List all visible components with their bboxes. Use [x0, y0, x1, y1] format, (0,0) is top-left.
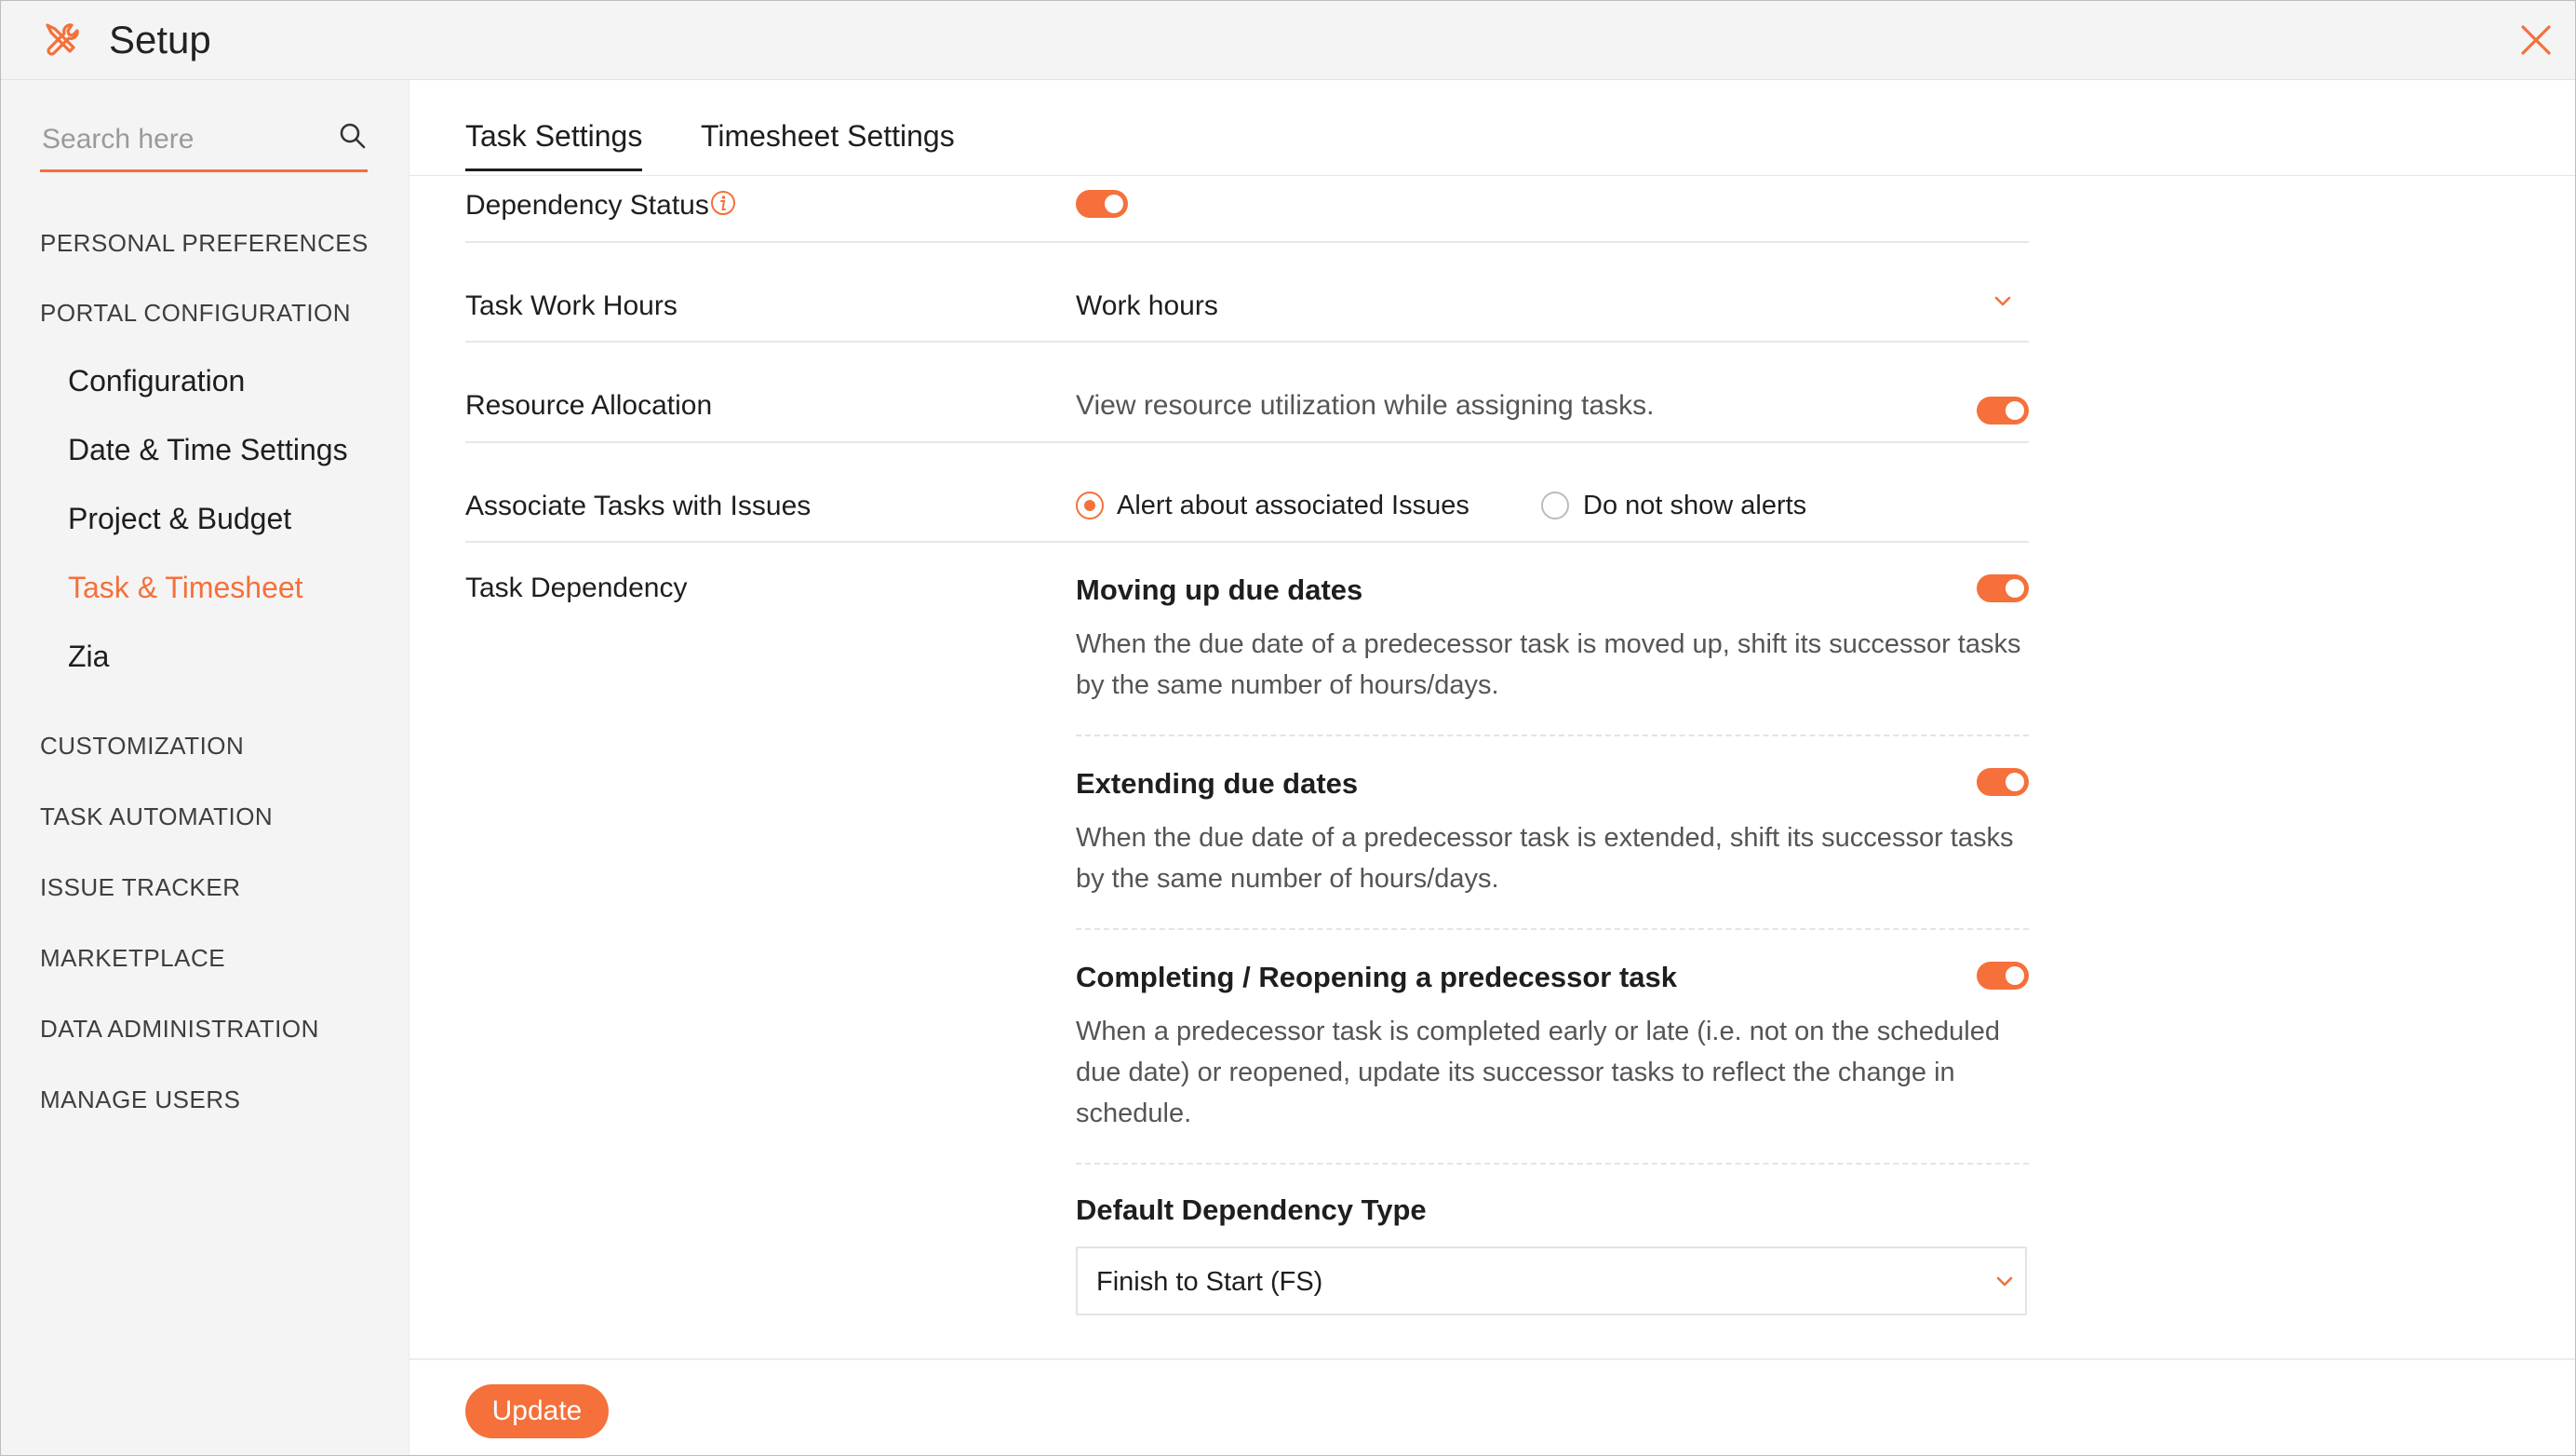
default-dependency-type-title: Default Dependency Type: [1076, 1193, 1427, 1226]
search-icon[interactable]: [338, 121, 368, 151]
divider: [465, 241, 2029, 243]
extending-due-dates-title: Extending due dates: [1076, 767, 1359, 800]
extending-due-dates-toggle[interactable]: [1977, 768, 2029, 796]
search-input[interactable]: [40, 114, 323, 166]
completing-reopening-description: When a predecessor task is completed early or late (i.e. not on the scheduled due date) or reopened, update its successor tasks to reflect the change in schedule.: [1076, 1017, 2000, 1128]
divider: [1076, 735, 2029, 736]
associate-tasks-label: Associate Tasks with Issues: [465, 491, 812, 521]
page-title: Setup: [109, 18, 211, 61]
main-content: [409, 80, 2575, 1455]
chevron-down-icon: [1993, 1271, 2016, 1293]
task-work-hours-select[interactable]: Work hours: [1076, 290, 1218, 321]
nav-portal-configuration[interactable]: PORTAL CONFIGURATION: [40, 299, 352, 327]
resource-allocation-toggle[interactable]: [1977, 397, 2029, 425]
completing-reopening-title: Completing / Reopening a predecessor task: [1076, 961, 1677, 993]
nav-issue-tracker[interactable]: ISSUE TRACKER: [40, 873, 241, 901]
nav-manage-users[interactable]: MANAGE USERS: [40, 1085, 241, 1113]
nav-item-configuration[interactable]: Configuration: [68, 364, 246, 398]
radio-alert-associated-issues-label[interactable]: Alert about associated Issues: [1117, 491, 1469, 520]
nav-data-administration[interactable]: DATA ADMINISTRATION: [40, 1015, 319, 1043]
close-icon[interactable]: [2517, 21, 2555, 59]
tab-task-settings[interactable]: Task Settings: [465, 119, 642, 171]
radio-do-not-show-alerts[interactable]: [1541, 492, 1569, 519]
task-work-hours-label: Task Work Hours: [465, 290, 678, 321]
divider: [465, 341, 2029, 343]
tab-bar: [409, 80, 2575, 176]
info-icon[interactable]: [709, 189, 737, 217]
completing-reopening-toggle[interactable]: [1977, 962, 2029, 990]
extending-due-dates-description: When the due date of a predecessor task is extended, shift its successor tasks by the same number of hours/days.: [1076, 823, 2014, 894]
divider: [1076, 928, 2029, 930]
moving-up-due-dates-title: Moving up due dates: [1076, 573, 1363, 606]
radio-do-not-show-alerts-label[interactable]: Do not show alerts: [1583, 491, 1807, 520]
search-box: [40, 114, 368, 172]
resource-allocation-description: View resource utilization while assigning tasks.: [1076, 390, 1655, 421]
radio-alert-associated-issues[interactable]: [1076, 492, 1104, 519]
sidebar: [1, 80, 409, 1455]
default-dependency-type-value: Finish to Start (FS): [1096, 1267, 1323, 1297]
divider: [465, 441, 2029, 443]
task-dependency-label: Task Dependency: [465, 573, 688, 603]
tab-timesheet-settings[interactable]: Timesheet Settings: [701, 119, 955, 153]
chevron-down-icon[interactable]: [1992, 290, 2014, 313]
dependency-status-toggle[interactable]: [1076, 190, 1128, 218]
moving-up-due-dates-description: When the due date of a predecessor task is moved up, shift its successor tasks by the same number of hours/days.: [1076, 629, 2021, 700]
default-dependency-type-select[interactable]: [1076, 1247, 2027, 1315]
nav-customization[interactable]: CUSTOMIZATION: [40, 732, 245, 760]
moving-up-due-dates-toggle[interactable]: [1977, 574, 2029, 602]
footer-bar: [409, 1358, 2575, 1456]
nav-item-zia[interactable]: Zia: [68, 640, 110, 673]
update-button[interactable]: Update: [465, 1384, 609, 1438]
tools-icon: [42, 20, 83, 61]
nav-item-project-budget[interactable]: Project & Budget: [68, 502, 292, 535]
nav-item-date-time-settings[interactable]: Date & Time Settings: [68, 433, 348, 466]
resource-allocation-label: Resource Allocation: [465, 390, 713, 421]
divider: [1076, 1163, 2029, 1165]
nav-personal-preferences[interactable]: PERSONAL PREFERENCES: [40, 229, 369, 257]
title-bar: [1, 1, 2575, 80]
nav-task-automation[interactable]: TASK AUTOMATION: [40, 802, 274, 830]
dependency-status-label: Dependency Status: [465, 190, 709, 221]
nav-item-task-timesheet[interactable]: Task & Timesheet: [68, 571, 303, 604]
nav-marketplace[interactable]: MARKETPLACE: [40, 944, 226, 972]
divider: [465, 541, 2029, 543]
